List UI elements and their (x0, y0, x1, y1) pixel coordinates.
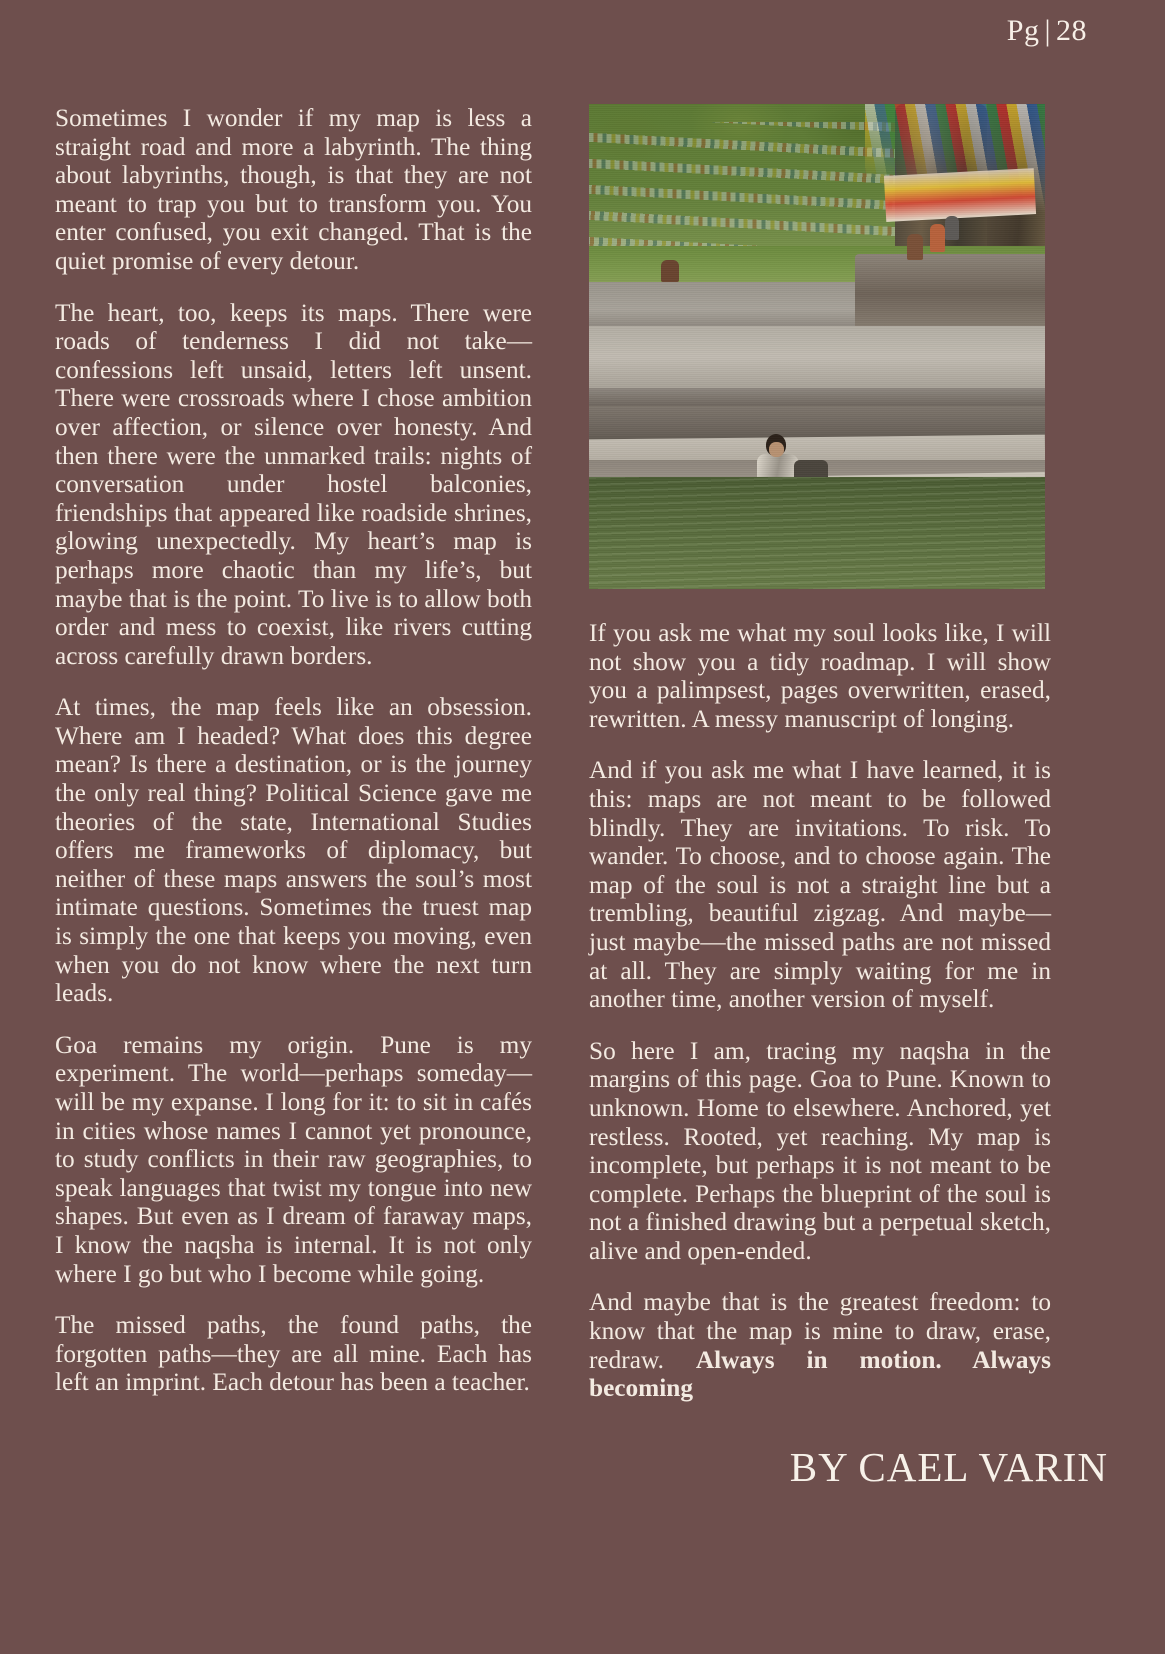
page-header (1007, 14, 1087, 47)
closing-bold: Always in motion. Always becoming (589, 1345, 1051, 1403)
photo-step (589, 388, 1045, 406)
paragraph: And if you ask me what I have learned, it is this: maps are not meant to be followed blindly. They are invitations. To risk. To wander. To choose, and to choose again. The map of the soul is not a straight line but a trembling, beautiful zigzag. And maybe—just maybe—the missed paths are not missed at all. They are simply waiting for me in another time, another version of myself. (589, 756, 1051, 1014)
page-number: 28 (1056, 14, 1087, 47)
closing-lead: And maybe that is the greatest freedom: to know that the map is mine to draw, erase, redraw. (589, 1288, 1051, 1374)
photo-canvas (589, 104, 1045, 589)
photo-raised-platform (855, 254, 1045, 326)
photo-distant-figure (930, 224, 945, 252)
photo-plaza (589, 326, 1045, 388)
closing-paragraph (589, 1288, 1051, 1402)
photo-distant-figure (661, 260, 679, 282)
photo-flag-drape (884, 168, 1036, 222)
left-column (55, 104, 532, 1403)
author-byline: BY CAEL VARIN (789, 1444, 1108, 1490)
photo-distant-figure (945, 216, 959, 240)
article-columns (55, 104, 1055, 1403)
page-label: Pg (1006, 14, 1040, 47)
paragraph: So here I am, tracing my naqsha in the margins of this page. Goa to Pune. Known to unknown. Home to elsewhere. Anchored, yet restless. Rooted, yet reaching. My map is incomplete, but perhaps it is not meant to be complete. Perhaps the blueprint of the soul is not a finished drawing but a perpetual sketch, alive and open-ended. (589, 1036, 1051, 1265)
paragraph: Goa remains my origin. Pune is my experiment. The world—perhaps someday—will be my expanse. I long for it: to sit in cafés in cities whose names I cannot yet pronounce, to study conflicts in their raw geographies, to speak languages that twist my tongue into new shapes. But even as I dream of faraway maps, I know the naqsha is internal. It is not only where I go but who I become while going. (55, 1030, 532, 1288)
paragraph: If you ask me what my soul looks like, I will not show you a tidy roadmap. I will show you a palimpsest, pages overwritten, erased, rewritten. A messy manuscript of longing. (589, 619, 1051, 733)
right-column (589, 104, 1051, 1403)
header-separator: | (1044, 14, 1051, 47)
photo-seated-person-face (769, 442, 784, 457)
article-photo (589, 104, 1045, 589)
paragraph: Sometimes I wonder if my map is less a straight road and more a labyrinth. The thing about labyrinths, though, is that they are not meant to trap you but to transform you. You enter confused, you exit changed. That is the quiet promise of every detour. (55, 104, 532, 275)
paragraph: At times, the map feels like an obsession. Where am I headed? What does this degree mean? Is there a destination, or is the journey the only real thing? Political Science gave me theories of the state, International Studies offers me frameworks of diplomacy, but neither of these maps answers the soul’s most intimate questions. Sometimes the truest map is simply the one that keeps you moving, even when you do not know where the next turn leads. (55, 693, 532, 1008)
photo-pond-water (589, 477, 1045, 589)
photo-distant-figure (907, 234, 923, 260)
paragraph: The heart, too, keeps its maps. There were roads of tenderness I did not take—confessions left unsaid, letters left unsent. There were crossroads where I chose ambition over affection, or silence over honesty. And then there were the unmarked trails: nights of conversation under hostel balconies, friendships that appeared like roadside shrines, glowing unexpectedly. My heart’s map is perhaps more chaotic than my life’s, but maybe that is the point. To live is to allow both order and mess to coexist, like rivers cutting across carefully drawn borders. (55, 298, 532, 670)
paragraph: The missed paths, the found paths, the forgotten paths—they are all mine. Each has left an imprint. Each detour has been a teacher. (55, 1311, 532, 1397)
